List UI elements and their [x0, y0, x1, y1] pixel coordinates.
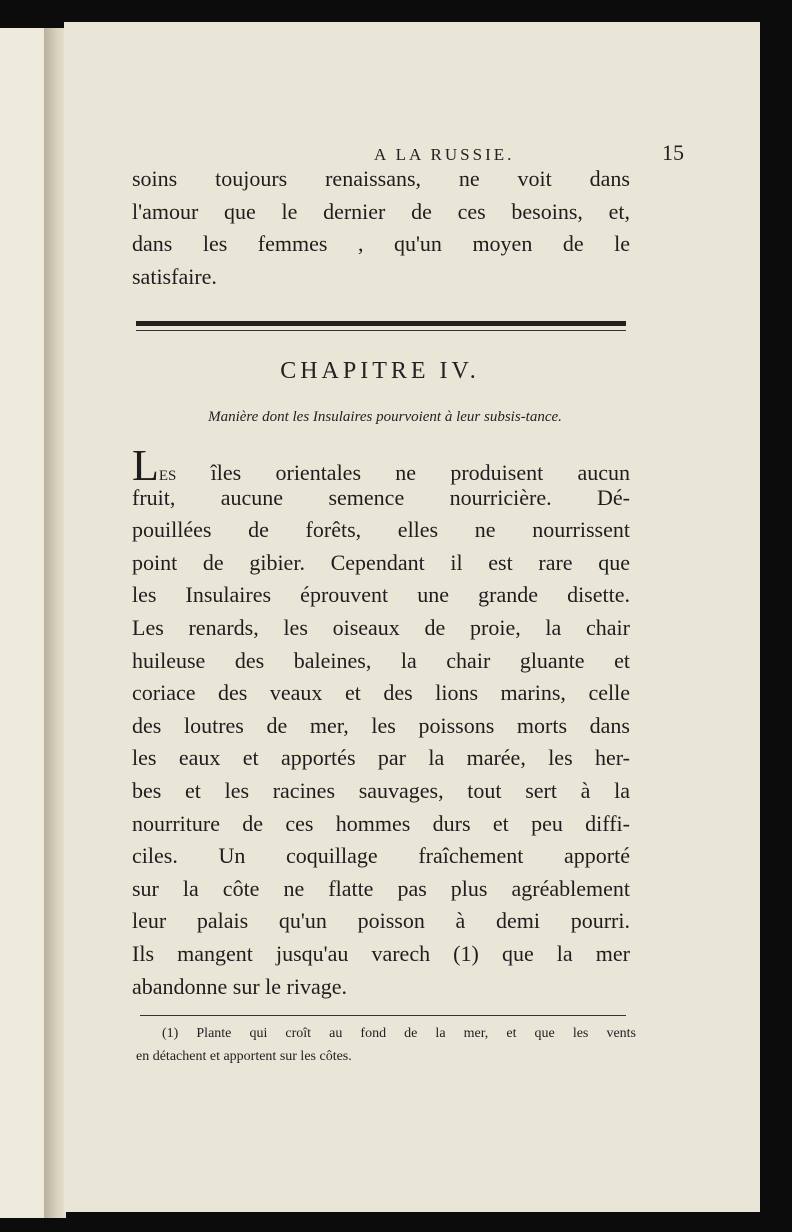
text-line: Ils mangent jusqu'au varech (1) que la mer: [132, 940, 630, 966]
drop-cap: L: [132, 441, 159, 490]
footnote: [136, 1022, 636, 1068]
text-line: des loutres de mer, les poissons morts dans: [132, 712, 630, 738]
first-line-rest: îles orientales ne produisent aucun: [176, 460, 630, 485]
chapter-title: CHAPITRE IV.: [280, 358, 480, 384]
text-line: huileuse des baleines, la chair gluante et: [132, 647, 630, 673]
chapter-subtitle: Manière dont les Insulaires pourvoient à leur subsis-tance.: [208, 409, 562, 425]
left-page-edge: [0, 28, 45, 1218]
text-line: pouillées de forêts, elles ne nourrissent: [132, 517, 630, 543]
text-line: bes et les racines sauvages, tout sert à la: [132, 777, 630, 803]
page-number: 15: [662, 140, 684, 165]
section-rule-thin: [136, 330, 626, 331]
text-line: soins toujours renaissans, ne voit dans: [132, 166, 630, 191]
first-word-caps: ES: [158, 468, 177, 484]
running-title: A LA RUSSIE.: [374, 145, 515, 164]
section-rule-thick: [136, 321, 626, 326]
text-line: l'amour que le dernier de ces besoins, et,: [132, 198, 630, 224]
text-line: Les renards, les oiseaux de proie, la chair: [132, 614, 630, 640]
text-line: coriace des veaux et des lions marins, celle: [132, 680, 630, 706]
text-line: satisfaire.: [132, 263, 217, 289]
chapter-body: [132, 441, 630, 1006]
paragraph-top: [132, 166, 630, 296]
book-gutter: [44, 28, 66, 1218]
text-line: nourriture de ces hommes durs et peu diffi-: [132, 810, 630, 836]
text-line: ciles. Un coquillage fraîchement apporté: [132, 843, 630, 869]
text-line: abandonne sur le rivage.: [132, 973, 348, 999]
text-line: dans les femmes , qu'un moyen de le: [132, 231, 630, 257]
footnote-line: en détachent et apportent sur les côtes.: [136, 1049, 352, 1064]
footnote-rule: [140, 1015, 626, 1016]
text-line: les Insulaires éprouvent une grande disette.: [132, 582, 630, 608]
text-line: les eaux et apportés par la marée, les her-: [132, 745, 630, 771]
text-line: fruit, aucune semence nourricière. Dé-: [132, 484, 630, 510]
text-line: point de gibier. Cependant il est rare que: [132, 549, 630, 575]
text-line: leur palais qu'un poisson à demi pourri.: [132, 908, 630, 934]
first-line: [132, 441, 630, 490]
footnote-line: (1) Plante qui croît au fond de la mer, et que les vents: [162, 1026, 636, 1041]
text-line: sur la côte ne flatte pas plus agréablement: [132, 875, 630, 901]
